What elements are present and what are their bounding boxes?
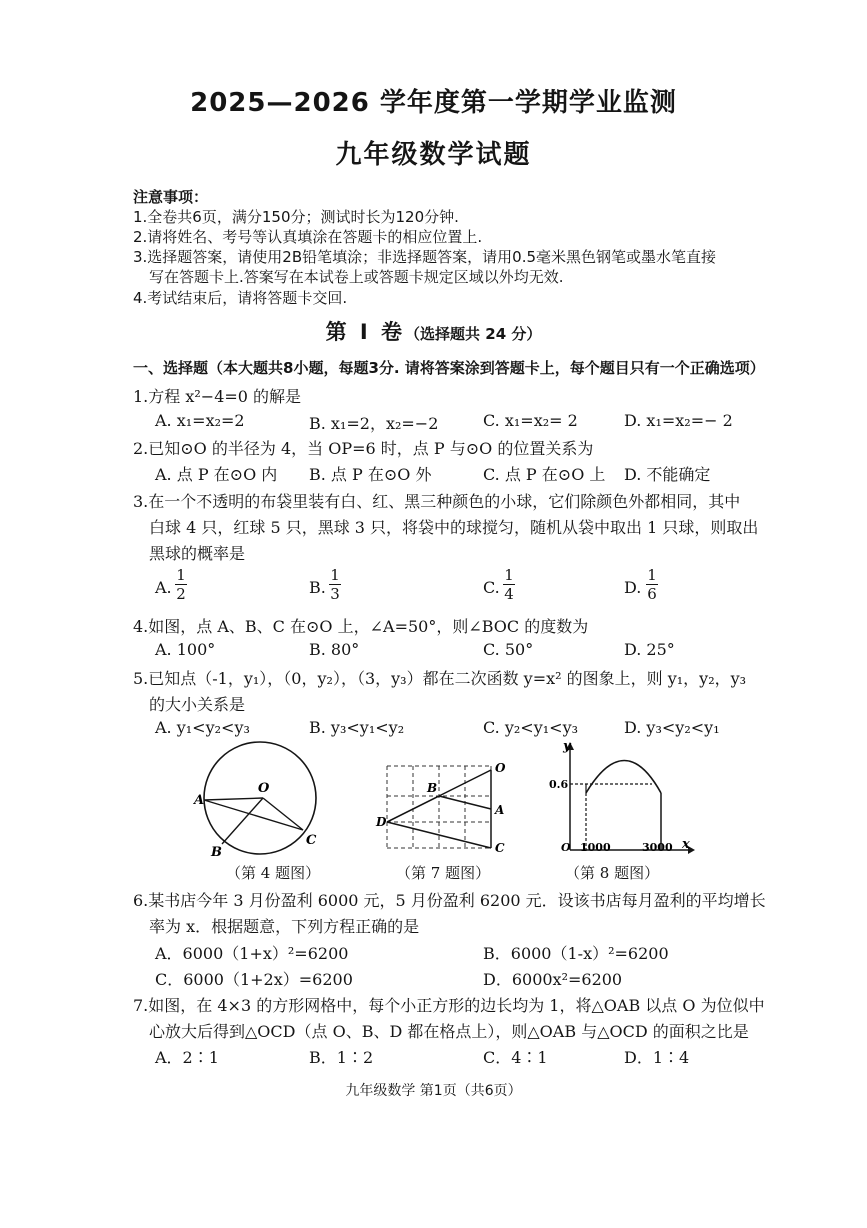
section-title: 第 I 卷 — [325, 320, 406, 344]
question-6-line: 6.某书店今年 3 月份盈利 6000 元，5 月份盈利 6200 元．设该书店每月盈利的平均增长 — [133, 891, 766, 910]
question-3-option-c-fraction — [503, 566, 515, 603]
figure-7-grid — [373, 758, 513, 858]
page-footer: 九年级数学 第1页（共6页） — [345, 1083, 522, 1099]
question-5-option-a: A. y₁<y₂<y₃ — [155, 718, 250, 737]
fraction-denominator: 4 — [504, 585, 514, 603]
question-7-option-b: B．1∶2 — [309, 1048, 374, 1067]
exam-subtitle: 九年级数学试题 — [335, 140, 532, 170]
question-3-option-c-letter: C. — [483, 578, 500, 597]
point-label: O — [495, 761, 506, 775]
figure-4-circle — [190, 738, 330, 860]
fraction-denominator: 2 — [176, 585, 186, 603]
question-3-option-d-fraction — [646, 566, 658, 603]
exam-title: 2025—2026 学年度第一学期学业监测 — [190, 88, 677, 118]
tick-label: 3000 — [642, 841, 673, 854]
notice-item: 2.请将姓名、考号等认真填涂在答题卡的相应位置上. — [133, 228, 483, 246]
question-7-line: 心放大后得到△OCD（点 O、B、D 都在格点上），则△OAB 与△OCD 的面积之比是 — [149, 1022, 749, 1041]
part-heading: 一、选择题（本大题共8小题，每题3分. 请将答案涂到答题卡上，每个题目只有一个正确选项） — [133, 359, 765, 377]
point-label: C — [306, 833, 317, 848]
question-3-option-a-letter: A. — [155, 578, 172, 597]
question-7-option-a: A．2∶1 — [155, 1048, 219, 1067]
question-3-option-a-fraction — [175, 566, 187, 603]
question-5-line: 的大小关系是 — [149, 695, 246, 714]
tick-label: 0.6 — [549, 778, 569, 791]
question-5-option-b: B. y₃<y₁<y₂ — [309, 718, 405, 737]
question-2-option-d: D. 不能确定 — [624, 465, 711, 484]
question-2-stem: 2.已知⊙O 的半径为 4，当 OP=6 时，点 P 与⊙O 的位置关系为 — [133, 439, 594, 458]
notice-item: 1.全卷共6页，满分150分；测试时长为120分钟. — [133, 208, 459, 226]
question-3-line: 黑球的概率是 — [149, 544, 246, 563]
question-5-option-c: C. y₂<y₁<y₃ — [483, 718, 579, 737]
point-label: D — [376, 815, 387, 829]
point-label: A — [495, 803, 505, 817]
point-label: A — [194, 793, 205, 808]
point-label: B — [427, 781, 438, 795]
fraction-denominator: 6 — [647, 585, 657, 603]
question-6-option-d: D．6000x²=6200 — [483, 970, 623, 989]
fraction-numerator: 1 — [504, 566, 514, 584]
tick-label: 1000 — [580, 841, 611, 854]
question-6-line: 率为 x．根据题意，下列方程正确的是 — [149, 917, 420, 936]
question-4-stem: 4.如图，点 A、B、C 在⊙O 上，∠A=50°，则∠BOC 的度数为 — [133, 617, 589, 636]
figure-8-graph — [548, 738, 698, 860]
origin-label: O — [561, 841, 571, 854]
question-3-option-b-fraction — [329, 566, 341, 603]
question-3-line: 3.在一个不透明的布袋里装有白、红、黑三种颜色的小球，它们除颜色外都相同，其中 — [133, 492, 741, 511]
question-7-line: 7.如图，在 4×3 的方形网格中，每个小正方形的边长均为 1，将△OAB 以点 O 为位似中 — [133, 996, 765, 1015]
question-3-option-d-letter: D. — [624, 578, 642, 597]
question-2-option-c: C. 点 P 在⊙O 上 — [483, 465, 606, 484]
fraction-numerator: 1 — [647, 566, 657, 584]
question-4-option-b: B. 80° — [309, 640, 360, 659]
question-1-option-d: D. x₁=x₂=− 2 — [624, 411, 733, 430]
axis-label: x — [682, 837, 690, 852]
notice-item: 4.考试结束后，请将答题卡交回. — [133, 289, 348, 307]
question-2-option-a: A. 点 P 在⊙O 内 — [155, 465, 278, 484]
notice-item: 写在答题卡上.答案写在本试卷上或答题卡规定区域以外均无效. — [149, 268, 564, 286]
question-5-option-d: D. y₃<y₂<y₁ — [624, 718, 720, 737]
point-label: B — [211, 845, 222, 860]
axis-label: y — [563, 739, 571, 754]
question-1-option-c: C. x₁=x₂= 2 — [483, 411, 578, 430]
question-3-option-b-letter: B. — [309, 578, 326, 597]
notice-item: 3.选择题答案，请使用2B铅笔填涂；非选择题答案，请用0.5毫米黑色钢笔或墨水笔直接 — [133, 248, 717, 266]
question-3-line: 白球 4 只，红球 5 只，黑球 3 只，将袋中的球搅匀，随机从袋中取出 1 只球，则取出 — [149, 518, 759, 537]
question-5-line: 5.已知点（-1，y₁），（0，y₂），（3，y₃）都在二次函数 y=x² 的图象上，则 y₁，y₂，y₃ — [133, 669, 747, 688]
question-7-option-c: C．4∶1 — [483, 1048, 548, 1067]
fraction-denominator: 3 — [330, 585, 340, 603]
section-subtitle: （选择题共 24 分） — [405, 325, 542, 343]
question-6-option-b: B．6000（1-x）²=6200 — [483, 944, 669, 963]
point-label: O — [258, 781, 270, 796]
question-4-option-d: D. 25° — [624, 640, 675, 659]
point-label: C — [495, 841, 505, 855]
question-4-option-a: A. 100° — [155, 640, 216, 659]
figure-7-caption: （第 7 题图） — [396, 864, 491, 882]
question-2-option-b: B. 点 P 在⊙O 外 — [309, 465, 432, 484]
question-1-option-a: A. x₁=x₂=2 — [155, 411, 245, 430]
fraction-numerator: 1 — [176, 566, 186, 584]
fraction-numerator: 1 — [330, 566, 340, 584]
question-4-option-c: C. 50° — [483, 640, 534, 659]
notice-heading: 注意事项： — [133, 188, 209, 206]
question-7-option-d: D．1∶4 — [624, 1048, 690, 1067]
question-6-option-c: C．6000（1+2x）=6200 — [155, 970, 353, 989]
question-1-stem: 1.方程 x²−4=0 的解是 — [133, 387, 302, 406]
question-1-option-b: B. x₁=2，x₂=−2 — [309, 414, 439, 433]
figure-8-caption: （第 8 题图） — [565, 864, 660, 882]
question-6-option-a: A．6000（1+x）²=6200 — [155, 944, 349, 963]
figure-4-caption: （第 4 题图） — [226, 864, 321, 882]
section-heading — [0, 316, 867, 346]
